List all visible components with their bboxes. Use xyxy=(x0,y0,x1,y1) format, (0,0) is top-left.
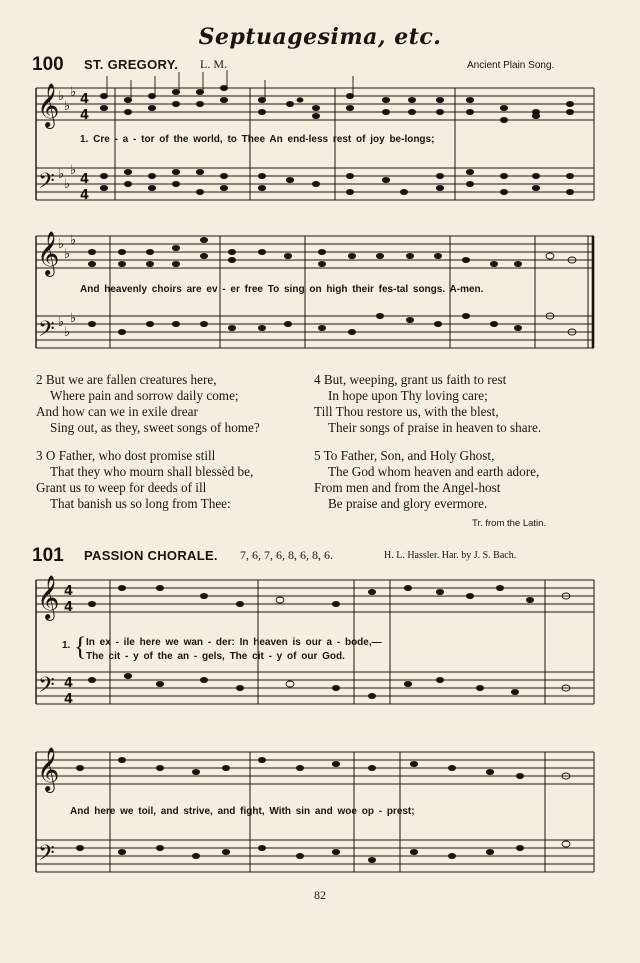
composer-credit-101: H. L. Hassler. Har. by J. S. Bach. xyxy=(384,550,517,561)
hymn-number-101: 101 xyxy=(32,545,64,566)
stanza-brace: { xyxy=(74,632,87,661)
treble-clef-icon: 𝄞 xyxy=(37,575,60,619)
svg-text:♭: ♭ xyxy=(58,167,65,182)
bass-clef-icon: 𝄢 xyxy=(38,317,55,347)
lyrics-100-line1: 1. Cre - a - tor of the world, to Thee An end-less rest of joy be-longs; xyxy=(80,134,435,145)
stanza-number-101: 1. xyxy=(62,640,71,651)
staff-101-2-treble xyxy=(36,752,594,784)
svg-text:♭: ♭ xyxy=(70,311,77,326)
svg-text:♭: ♭ xyxy=(70,163,77,178)
svg-text:4: 4 xyxy=(64,676,74,691)
svg-text:♭: ♭ xyxy=(64,247,71,262)
svg-text:♭: ♭ xyxy=(58,315,65,330)
svg-text:♭: ♭ xyxy=(70,233,77,248)
svg-text:♭: ♭ xyxy=(64,99,71,114)
hymn-number-100: 100 xyxy=(32,54,64,75)
verse-3: 3 O Father, who dost promise still That they who mourn shall blessèd be, Grant us to weep for deeds of ill That banish us so long from Thee: xyxy=(36,448,254,511)
bass-clef-icon: 𝄢 xyxy=(38,673,55,703)
meter-100: L. M. xyxy=(200,57,227,71)
lyrics-101-line1b: The cit - y of the an - gels, The cit - y of our God. xyxy=(86,651,345,662)
translator-credit: Tr. from the Latin. xyxy=(472,518,547,529)
treble-clef-icon: 𝄞 xyxy=(37,231,60,275)
svg-text:4: 4 xyxy=(64,584,74,599)
source-credit-100: Ancient Plain Song. xyxy=(467,60,555,71)
svg-text:4: 4 xyxy=(80,108,90,123)
staff-101-2-bass xyxy=(36,840,594,872)
svg-text:4: 4 xyxy=(64,692,74,707)
lyrics-101-line1a: In ex - ile here we wan - der: In heaven is our a - bode,— xyxy=(86,637,382,648)
svg-text:4: 4 xyxy=(64,600,74,615)
page-number: 82 xyxy=(314,888,326,902)
section-title: Septuagesima, etc. xyxy=(198,24,442,50)
staff-101-1-treble xyxy=(36,580,594,612)
svg-text:♭: ♭ xyxy=(58,237,65,252)
meter-101: 7, 6, 7, 6, 8, 6, 8, 6. xyxy=(240,548,333,562)
lyrics-101-line2: And here we toil, and strive, and fight, With sin and woe op - prest; xyxy=(70,806,415,817)
svg-text:4: 4 xyxy=(80,188,90,203)
verse-4: 4 But, weeping, grant us faith to rest In hope upon Thy loving care; Till Thou restore us, with the blest, Their songs of praise in heaven to share. xyxy=(314,372,542,435)
bass-clef-icon: 𝄢 xyxy=(38,841,55,871)
svg-text:♭: ♭ xyxy=(58,89,65,104)
staff-101-1-bass xyxy=(36,672,594,704)
svg-text:♭: ♭ xyxy=(70,85,77,100)
lyrics-100-line2: And heavenly choirs are ev - er free To sing on high their fes-tal songs. A-men. xyxy=(80,284,484,295)
treble-clef-icon: 𝄞 xyxy=(37,83,60,127)
verse-2: 2 But we are fallen creatures here, Where pain and sorrow daily come; And how can we in exile drear Sing out, as they, sweet songs of home? xyxy=(36,372,260,435)
svg-text:♭: ♭ xyxy=(64,177,71,192)
treble-clef-icon: 𝄞 xyxy=(37,747,60,791)
tune-name-passion-chorale: PASSION CHORALE. xyxy=(84,548,218,563)
verse-5: 5 To Father, Son, and Holy Ghost, The God whom heaven and earth adore, From men and from the Angel-host Be praise and glory evermore. xyxy=(314,448,540,511)
tune-name-st-gregory: ST. GREGORY. xyxy=(84,57,179,72)
svg-text:♭: ♭ xyxy=(64,325,71,340)
svg-text:4: 4 xyxy=(80,92,90,107)
bass-clef-icon: 𝄢 xyxy=(38,169,55,199)
svg-text:4: 4 xyxy=(80,172,90,187)
